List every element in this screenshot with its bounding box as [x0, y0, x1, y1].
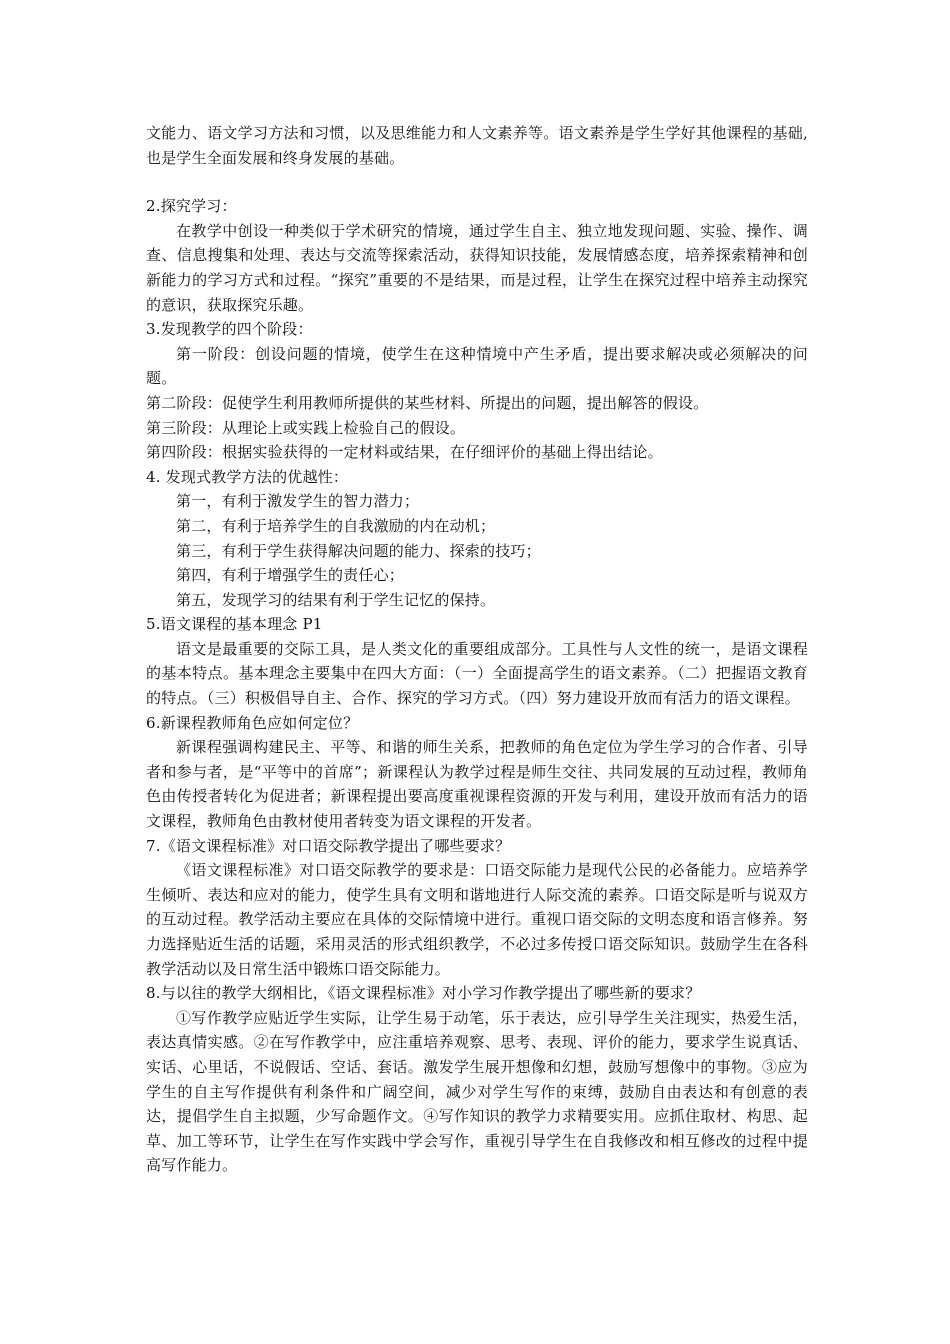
section-4-heading: 4. 发现式教学方法的优越性：: [146, 467, 349, 486]
stage-1: 第一阶段：创设问题的情境，使学生在这种情境中产生矛盾，提出要求解决或必须解决的问题。: [146, 344, 808, 388]
section-8-heading: 8.与以往的教学大纲相比，《语文课程标准》对小学习作教学提出了哪些新的要求？: [146, 984, 701, 1003]
stage-2: 第二阶段：促使学生利用教师所提供的某些材料、所提出的问题，提出解答的假设。: [146, 393, 709, 412]
section-5-heading: 5.语文课程的基本理念 P1: [146, 615, 323, 634]
section-8-body: ①写作教学应贴近学生实际，让学生易于动笔，乐于表达，应引导学生关注现实，热爱生活，表达真情实感。②在写作教学中，应注重培养观察、思考、表现、评价的能力，要求学生说真话、实话、心里话，不说假话、空话、套话。激发学生展开想像和幻想，鼓励写想像中的事物。③应为学生的自主写作提供有利条件和广阔空间，减少对学生写作的束缚，鼓励自由表达和有创意的表达，提倡学生自主拟题，少写命题作文。④写作知识的教学力求精要实用。应抓住取材、构思、起草、加工等环节，让学生在写作实践中学会写作，重视引导学生在自我修改和相互修改的过程中提高写作能力。: [146, 1008, 808, 1175]
advantage-3: 第三，有利于学生获得解决问题的能力、探索的技巧；: [176, 541, 541, 560]
stage-3: 第三阶段：从理论上或实践上检验自己的假设。: [146, 418, 466, 437]
section-2-body: 在教学中创设一种类似于学术研究的情境，通过学生自主、独立地发现问题、实验、操作、调查、信息搜集和处理、表达与交流等探索活动，获得知识技能，发展情感态度，培养探索精神和创新能力的学习方式和过程。“探究”重要的不是结果，而是过程，让学生在探究过程中培养主动探究的意识，获取探究乐趣。: [146, 221, 808, 314]
section-6-body: 新课程强调构建民主、平等、和谐的师生关系，把教师的角色定位为学生学习的合作者、引导者和参与者，是“平等中的首席”；新课程认为教学过程是师生交往、共同发展的互动过程，教师角色由传授者转化为促进者；新课程提出要高度重视课程资源的开发与利用，建设开放而有活力的语文课程，教师角色由教材使用者转变为语文课程的开发者。: [146, 738, 808, 831]
advantage-2: 第二，有利于培养学生的自我激励的内在动机；: [176, 516, 496, 535]
section-6-heading: 6.新课程教师角色应如何定位？: [146, 713, 359, 732]
advantage-5: 第五，发现学习的结果有利于学生记忆的保持。: [176, 590, 496, 609]
section-5-body: 语文是最重要的交际工具，是人类文化的重要组成部分。工具性与人文性的统一，是语文课程的基本特点。基本理念主要集中在四大方面：（一）全面提高学生的语文素养。（二）把握语文教育的特点。（三）积极倡导自主、合作、探究的学习方式。（四）努力建设开放而有活力的语文课程。: [146, 639, 808, 708]
paragraph-gap: [146, 170, 808, 194]
intro-paragraph: 文能力、语文学习方法和习惯，以及思维能力和人文素养等。语文素养是学生学好其他课程的基础,也是学生全面发展和终身发展的基础。: [146, 124, 808, 167]
section-7-body: 《语文课程标准》对口语交际教学的要求是：口语交际能力是现代公民的必备能力。应培养学生倾听、表达和应对的能力，使学生具有文明和谐地进行人际交流的素养。口语交际是听与说双方的互动过程。教学活动主要应在具体的交际情境中进行。重视口语交际的文明态度和语言修养。努力选择贴近生活的话题，采用灵活的形式组织教学，不必过多传授口语交际知识。鼓励学生在各科教学活动以及日常生活中锻炼口语交际能力。: [146, 861, 808, 978]
section-2-heading: 2.探究学习：: [146, 197, 237, 216]
document-body: [146, 121, 808, 1178]
advantage-4: 第四，有利于增强学生的责任心；: [176, 566, 405, 585]
section-3-heading: 3.发现教学的四个阶段：: [146, 320, 313, 339]
stage-4: 第四阶段：根据实验获得的一定材料或结果，在仔细评价的基础上得出结论。: [146, 443, 663, 462]
advantage-1: 第一，有利于激发学生的智力潜力；: [176, 492, 420, 511]
section-7-heading: 7.《语文课程标准》对口语交际教学提出了哪些要求？: [146, 836, 511, 855]
